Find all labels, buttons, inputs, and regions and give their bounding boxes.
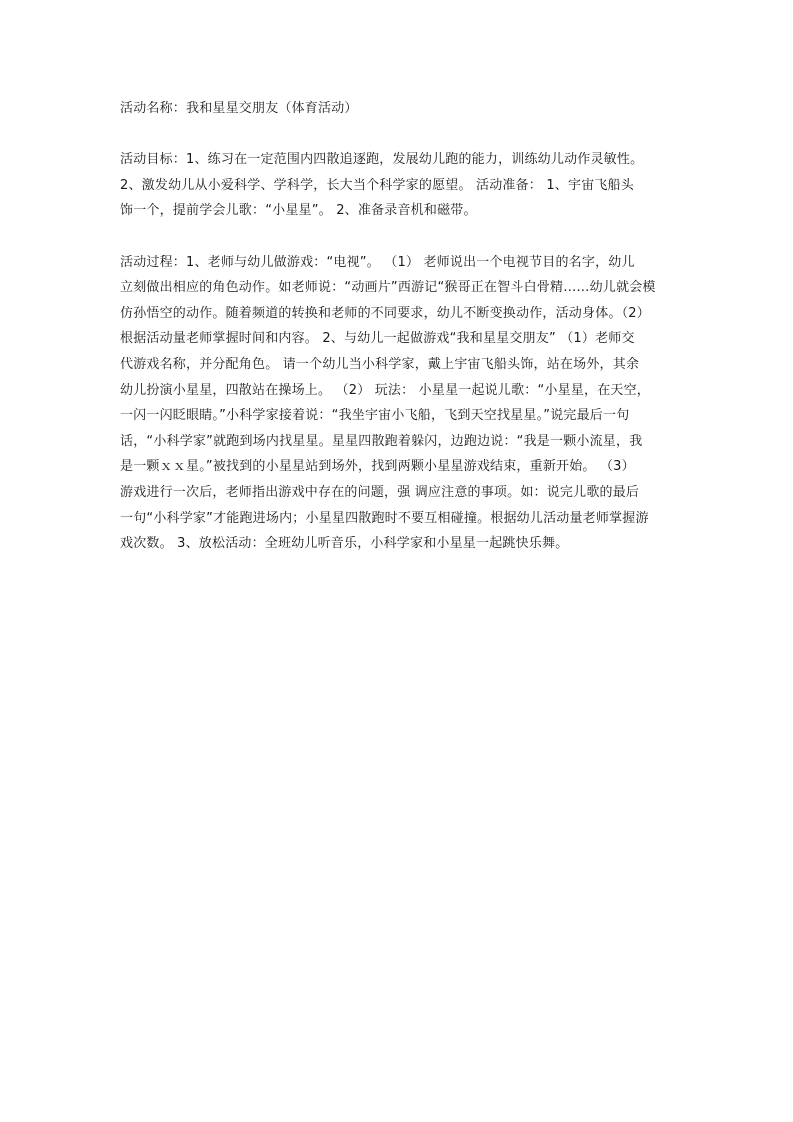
goals-line: 饰一个，提前学会儿歌：“小星星”。 2、准备录音机和磁带。 bbox=[120, 203, 477, 219]
document-page bbox=[120, 96, 680, 557]
goals-line: 2、激发幼儿从小爱科学、学科学，长大当个科学家的愿望。 活动准备： 1、宇宙飞船头 bbox=[120, 177, 635, 193]
goals-line: 活动目标：1、练习在一定范围内四散追逐跑，发展幼儿跑的能力，训练幼儿动作灵敏性。 bbox=[120, 152, 644, 168]
process-line: 立刻做出相应的角色动作。如老师说：“动画片”西游记“猴哥正在智斗白骨精……幼儿就会模 bbox=[120, 280, 656, 296]
process-line: 一句“小科学家”才能跑进场内；小星星四散跑时不要互相碰撞。根据幼儿活动量老师掌握游 bbox=[120, 510, 649, 526]
paragraph-gap bbox=[120, 224, 680, 250]
process-line: 话，“小科学家”就跑到场内找星星。星星四散跑着躲闪，边跑边说：“我是一颗小流星，我 bbox=[120, 433, 643, 449]
process-line: 游戏进行一次后，老师指出游戏中存在的问题，强 调应注意的事项。如：说完儿歌的最后 bbox=[120, 484, 640, 500]
process-line: 戏次数。 3、放松活动：全班幼儿听音乐，小科学家和小星星一起跳快乐舞。 bbox=[120, 536, 569, 552]
activity-title: 活动名称：我和星星交朋友（体育活动） bbox=[120, 101, 358, 116]
process-line: 代游戏名称，并分配角色。 请一个幼儿当小科学家，戴上宇宙飞船头饰，站在场外，其余 bbox=[120, 356, 640, 372]
activity-goals-paragraph bbox=[120, 147, 680, 224]
process-line: 仿孙悟空的动作。随着频道的转换和老师的不同要求，幼儿不断变换动作，活动身体。（2） bbox=[120, 305, 650, 321]
activity-process-paragraph bbox=[120, 250, 680, 557]
process-line: 根据活动量老师掌握时间和内容。 2、与幼儿一起做游戏“我和星星交朋友” （1）老师交 bbox=[120, 331, 635, 347]
paragraph-gap bbox=[120, 122, 680, 148]
process-line: 幼儿扮演小星星，四散站在操场上。 （2） 玩法： 小星星一起说儿歌：“小星星，在天空， bbox=[120, 382, 651, 398]
process-line: 是一颗ｘｘ星。”被找到的小星星站到场外，找到两颗小星星游戏结束，重新开始。 （3） bbox=[120, 459, 635, 475]
process-line: 一闪一闪眨眼睛。”小科学家接着说：“我坐宇宙小飞船，飞到天空找星星。”说完最后一句 bbox=[120, 408, 630, 424]
process-line: 活动过程：1、老师与幼儿做游戏：“电视”。 （1） 老师说出一个电视节目的名字，幼儿 bbox=[120, 254, 635, 270]
